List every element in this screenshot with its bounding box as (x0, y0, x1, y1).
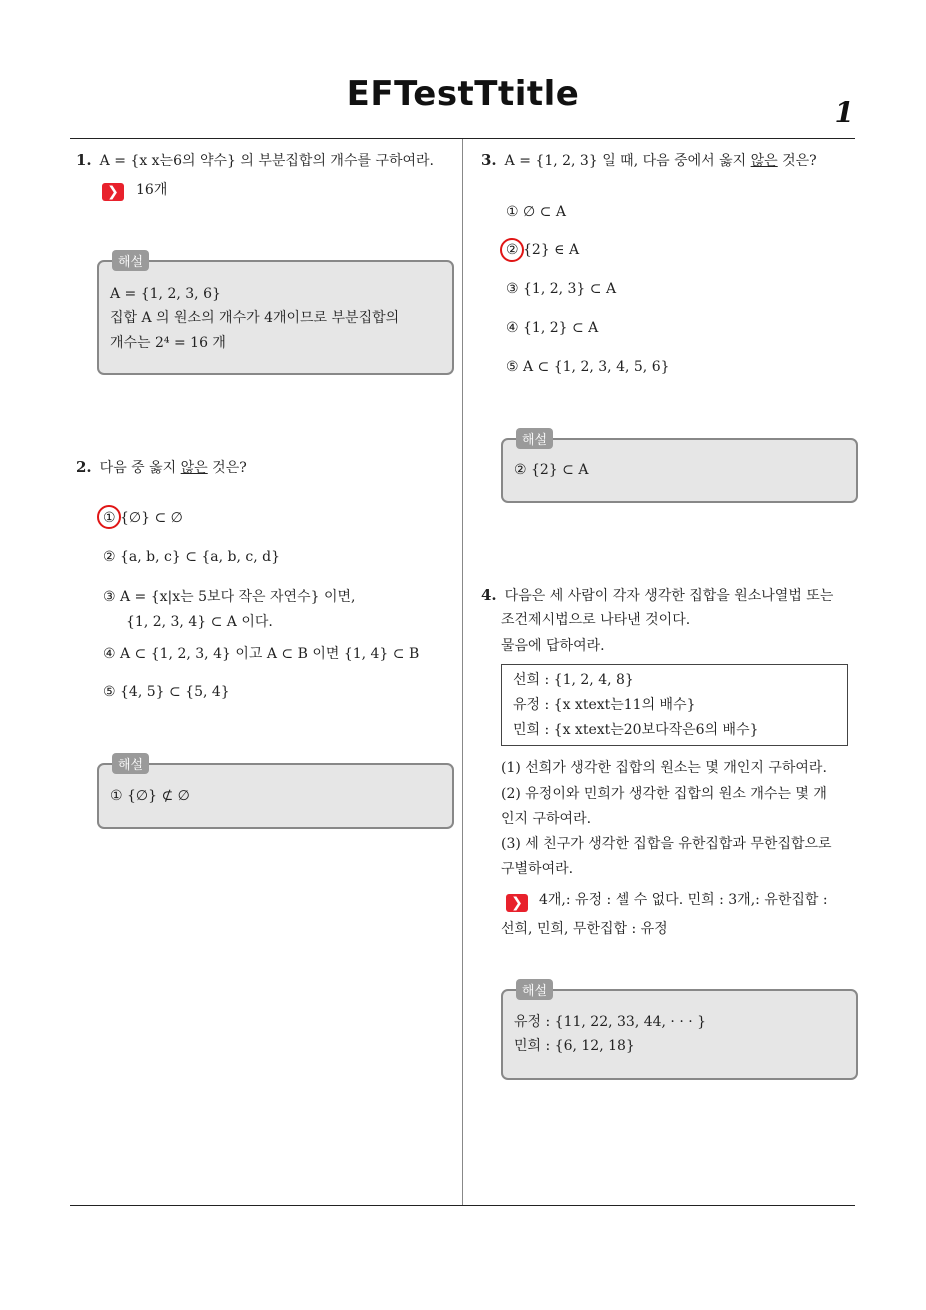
solution-line: A = {1, 2, 3, 6} (110, 286, 221, 302)
sub-question: (3) 세 친구가 생각한 집합을 유한집합과 무한집합으로 (501, 836, 832, 852)
question-text: 것은? (777, 153, 817, 169)
choice-3-cont: {1, 2, 3, 4} ⊂ A 이다. (126, 614, 273, 630)
page-title: EFTestTtitle (346, 74, 580, 114)
question-number: 2. (76, 458, 92, 476)
question-underline: 않은 (750, 153, 778, 169)
choice-3: ③ {1, 2, 3} ⊂ A (506, 281, 617, 297)
page-number: 1 (834, 96, 854, 129)
sub-question: 인지 구하여라. (501, 811, 592, 827)
choice-4: ④ A ⊂ {1, 2, 3, 4} 이고 A ⊂ B 이면 {1, 4} ⊂ B (103, 646, 420, 662)
solution-line: 개수는 2⁴ = 16 개 (110, 335, 226, 351)
choice-2: ② {a, b, c} ⊂ {a, b, c, d} (103, 549, 281, 565)
question-underline: 않은 (180, 460, 208, 476)
question-text: 다음 중 옳지 (99, 460, 181, 476)
question-number: 3. (481, 151, 497, 169)
question-number: 4. (481, 586, 497, 604)
question-number: 1. (76, 151, 92, 169)
bottom-rule (70, 1205, 855, 1206)
question-text: A = {x x는6의 약수} 의 부분집합의 개수를 구하여라. (99, 153, 434, 169)
solution-tag: 해설 (516, 979, 553, 1000)
choice-3: ③ A = {x|x는 5보다 작은 자연수} 이면, (103, 589, 356, 605)
sub-question: (2) 유정이와 민희가 생각한 집합의 원소 개수는 몇 개 (501, 786, 827, 802)
arrow-right-icon: ❯ (506, 894, 528, 912)
solution-tag: 해설 (112, 753, 149, 774)
solution-line: ① {∅} ⊄ ∅ (110, 788, 190, 804)
answer-text: 선희, 민희, 무한집합 : 유정 (501, 921, 668, 937)
sub-question: (1) 선희가 생각한 집합의 원소는 몇 개인지 구하여라. (501, 760, 827, 776)
question-2 (76, 456, 247, 479)
answer-text: 4개,: 유정 : 셀 수 없다. 민희 : 3개,: 유한집합 : (539, 892, 828, 908)
question-text: 것은? (207, 460, 247, 476)
solution-line: 민희 : {6, 12, 18} (514, 1038, 635, 1054)
question-3 (481, 149, 817, 172)
question-1 (76, 149, 434, 172)
set-line: 민희 : {x xtext는20보다작은6의 배수} (513, 722, 759, 738)
arrow-right-icon: ❯ (102, 183, 124, 201)
sub-question: 구별하여라. (501, 861, 574, 877)
solution-line: ② {2} ⊂ A (514, 462, 589, 478)
question-text: A = {1, 2, 3} 일 때, 다음 중에서 옳지 (504, 153, 751, 169)
set-line: 유정 : {x xtext는11의 배수} (513, 697, 696, 713)
column-divider (462, 139, 463, 1205)
choice-1: ① ∅ ⊂ A (506, 204, 566, 220)
set-line: 선희 : {1, 2, 4, 8} (513, 672, 634, 688)
solution-tag: 해설 (516, 428, 553, 449)
solution-tag: 해설 (112, 250, 149, 271)
question-text: 물음에 답하여라. (501, 638, 605, 654)
solution-line: 유정 : {11, 22, 33, 44, · · · } (514, 1014, 707, 1030)
question-4 (481, 584, 833, 607)
choice-1: ① {∅} ⊂ ∅ (103, 510, 183, 526)
choice-5: ⑤ A ⊂ {1, 2, 3, 4, 5, 6} (506, 359, 670, 375)
choice-5: ⑤ {4, 5} ⊂ {5, 4} (103, 684, 230, 700)
solution-line: 집합 A 의 원소의 개수가 4개이므로 부분집합의 (110, 310, 400, 326)
choice-2: ② {2} ∈ A (506, 242, 580, 258)
answer-text: 16개 (136, 182, 168, 198)
choice-4: ④ {1, 2} ⊂ A (506, 320, 599, 336)
question-text: 다음은 세 사람이 각자 생각한 집합을 원소나열법 또는 (504, 588, 834, 604)
question-text: 조건제시법으로 나타낸 것이다. (501, 612, 691, 628)
